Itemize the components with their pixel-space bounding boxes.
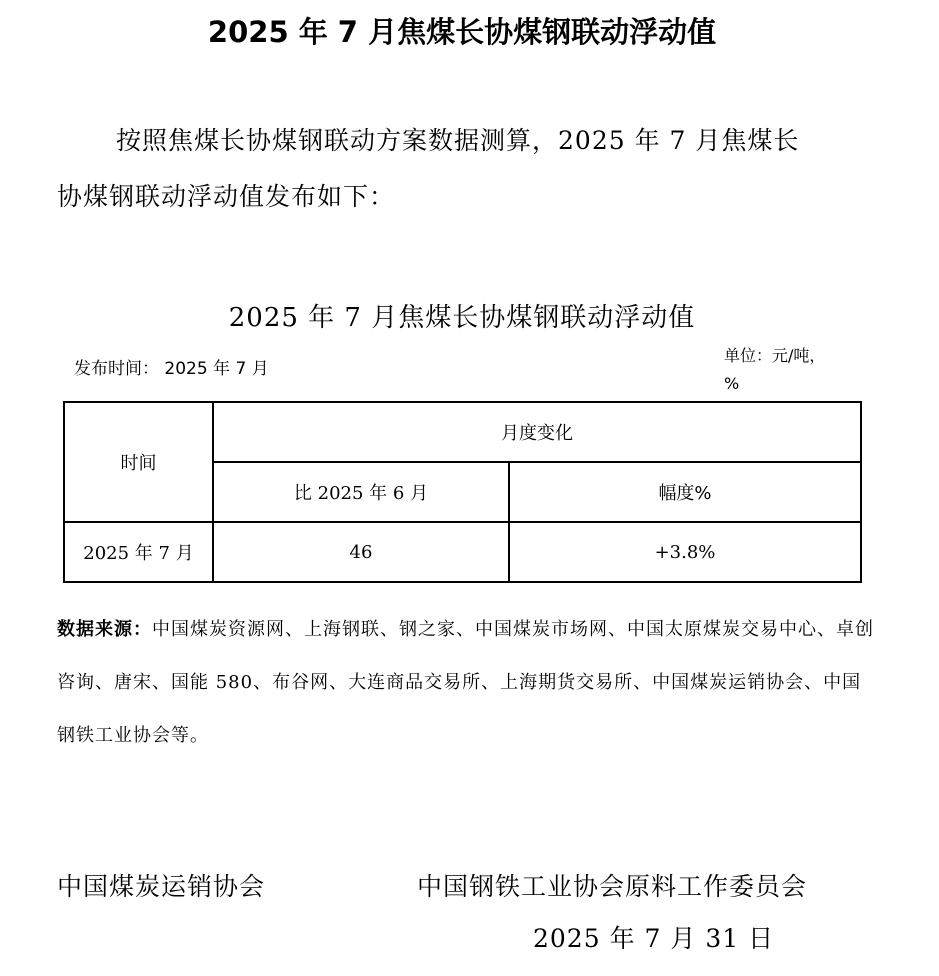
floating-value-table <box>63 401 862 583</box>
cell-range-value: +3.8% <box>509 522 861 582</box>
signature-org-left: 中国煤炭运销协会 <box>57 872 266 901</box>
header-range-percent: 幅度% <box>509 462 861 522</box>
data-source-label: 数据来源： <box>57 619 152 640</box>
header-time: 时间 <box>64 402 213 522</box>
table-row <box>64 522 861 582</box>
data-source-text: 中国煤炭资源网、上海钢联、钢之家、中国煤炭市场网、中国太原煤炭交易中心、卓创咨询、唐宋、国能 580、布谷网、大连商品交易所、上海期货交易所、中国煤炭运销协会、中国钢铁工业协会等。 <box>57 619 874 746</box>
signature-org-right: 中国钢铁工业协会原料工作委员会 <box>417 872 808 901</box>
intro-paragraph-line-2: 协煤钢联动浮动值发布如下： <box>57 182 396 211</box>
table-header-row <box>64 402 861 462</box>
data-source-paragraph <box>57 603 877 762</box>
signature-date: 2025 年 7 月 31 日 <box>533 924 775 953</box>
cell-change-value: 46 <box>213 522 509 582</box>
table-title: 2025 年 7 月焦煤长协煤钢联动浮动值 <box>228 303 696 333</box>
header-monthly-change: 月度变化 <box>213 402 861 462</box>
header-vs-previous-month: 比 2025 年 6 月 <box>213 462 509 522</box>
document-title: 2025 年 7 月焦煤长协煤钢联动浮动值 <box>207 15 717 49</box>
cell-period: 2025 年 7 月 <box>64 522 213 582</box>
release-time: 发布时间： 2025 年 7 月 <box>74 359 269 379</box>
intro-paragraph-line-1: 按照焦煤长协煤钢联动方案数据测算，2025 年 7 月焦煤长 <box>116 126 800 155</box>
unit-label: 单位：元/吨，% <box>724 346 826 393</box>
